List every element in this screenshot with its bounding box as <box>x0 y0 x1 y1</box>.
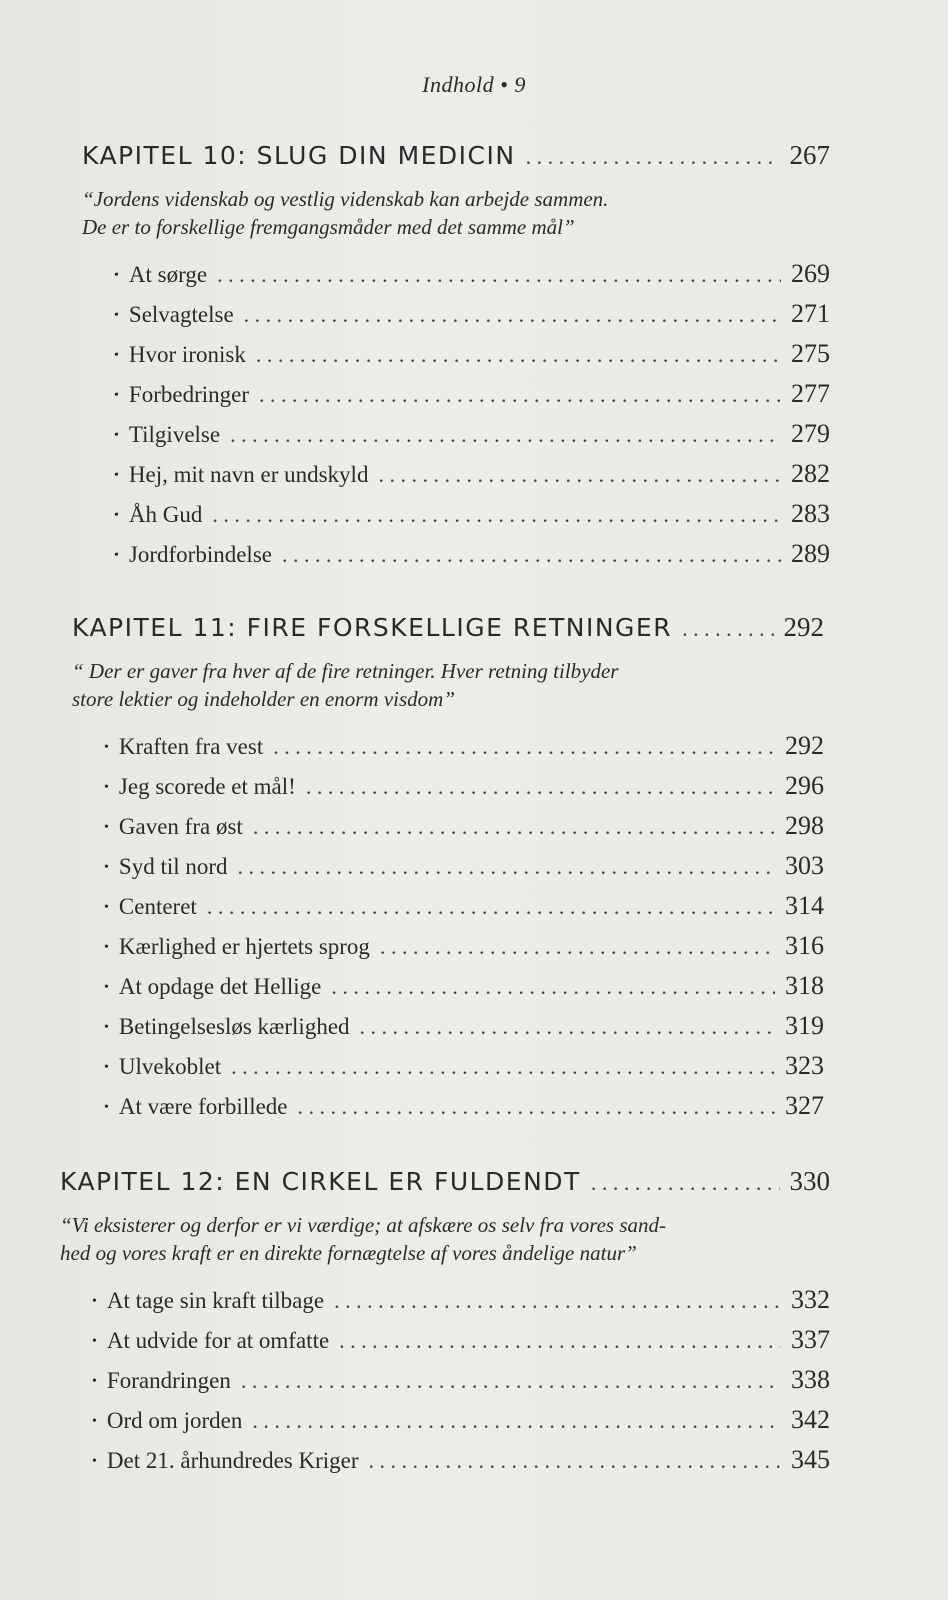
entry-label: Ord om jorden <box>106 1408 243 1433</box>
dot-leader <box>241 1368 781 1394</box>
toc-entry <box>114 379 830 419</box>
chapter-title: KAPITEL 12: EN CIRKEL ER FULDENDT <box>60 1167 581 1196</box>
entry-label: Hej, mit navn er undskyld <box>128 462 369 487</box>
toc-entry <box>92 1445 830 1485</box>
bullet-icon: • <box>104 780 109 795</box>
chapter-page-number: 267 <box>789 140 830 170</box>
dot-leader <box>378 462 781 488</box>
bullet-icon: • <box>114 548 119 563</box>
toc-entry <box>92 1365 830 1405</box>
toc-entry <box>104 731 824 771</box>
epigraph-line: “Jordens videnskab og vestlig videnskab kan arbejde sammen. <box>82 187 609 211</box>
epigraph-line: “Vi eksisterer og derfor er vi værdige; at afskære os selv fra vores sand- <box>60 1213 666 1237</box>
dot-leader <box>380 934 775 960</box>
bullet-icon: • <box>114 508 119 523</box>
entry-page-number: 296 <box>785 771 824 800</box>
entry-page-number: 316 <box>785 931 824 960</box>
dot-leader <box>252 1408 781 1434</box>
bullet-icon: • <box>104 1060 109 1075</box>
entry-page-number: 345 <box>791 1445 830 1474</box>
entry-page-number: 289 <box>791 539 830 568</box>
bullet-icon: • <box>104 860 109 875</box>
bullet-icon: • <box>104 940 109 955</box>
chapter-heading-row <box>72 612 824 643</box>
entry-label: Betingelsesløs kærlighed <box>118 1014 350 1039</box>
toc-entry <box>104 971 824 1011</box>
entry-page-number: 314 <box>785 891 824 920</box>
entry-label: At sørge <box>128 262 208 287</box>
epigraph-line: “ Der er gaver fra hver af de fire retninger. Hver retning tilbyder <box>72 659 619 683</box>
running-head: Indhold • 9 <box>422 72 526 97</box>
entry-page-number: 269 <box>791 259 830 288</box>
entry-label: Åh Gud <box>128 502 203 527</box>
toc-entry <box>104 1051 824 1091</box>
bullet-icon: • <box>114 268 119 283</box>
chapter-epigraph <box>72 657 824 713</box>
entry-page-number: 319 <box>785 1011 824 1040</box>
dot-leader <box>360 1014 775 1040</box>
chapter-epigraph <box>60 1211 830 1267</box>
toc-entry <box>92 1325 830 1365</box>
entry-label: Jeg scorede et mål! <box>118 774 296 799</box>
toc-entry <box>114 339 830 379</box>
entry-page-number: 338 <box>791 1365 830 1394</box>
entry-label: At opdage det Hellige <box>118 974 322 999</box>
chapter-11 <box>72 612 824 1131</box>
toc-entry <box>92 1405 830 1445</box>
entry-label: Tilgivelse <box>128 422 221 447</box>
entry-page-number: 279 <box>791 419 830 448</box>
bullet-icon: • <box>92 1374 97 1389</box>
toc-entry <box>104 931 824 971</box>
entry-page-number: 277 <box>791 379 830 408</box>
chapter-page-number: 330 <box>789 1166 830 1196</box>
chapter-epigraph <box>82 185 830 241</box>
entry-label: Centeret <box>118 894 197 919</box>
chapter-title: KAPITEL 11: FIRE FORSKELLIGE RETNINGER <box>72 613 673 642</box>
entry-page-number: 298 <box>785 811 824 840</box>
entry-page-number: 323 <box>785 1051 824 1080</box>
entry-label: Kraften fra vest <box>118 734 264 759</box>
entry-label: Hvor ironisk <box>128 342 246 367</box>
entry-label: At være forbillede <box>118 1094 288 1119</box>
epigraph-line: De er to forskellige fremgangsmåder med det samme mål” <box>82 215 575 239</box>
entry-page-number: 292 <box>785 731 824 760</box>
toc-entry <box>104 851 824 891</box>
toc-entry <box>104 1091 824 1131</box>
dot-leader <box>230 422 781 448</box>
toc-entry <box>104 1011 824 1051</box>
dot-leader <box>682 616 773 642</box>
dot-leader <box>217 262 781 288</box>
entry-label: Gaven fra øst <box>118 814 243 839</box>
dot-leader <box>591 1170 780 1196</box>
entry-page-number: 282 <box>791 459 830 488</box>
chapter-heading-row <box>60 1166 830 1197</box>
toc-entry <box>114 299 830 339</box>
dot-leader <box>526 144 780 170</box>
dot-leader <box>273 734 775 760</box>
entry-page-number: 271 <box>791 299 830 328</box>
entry-label: Ulvekoblet <box>118 1054 222 1079</box>
chapter-page-number: 292 <box>783 612 824 642</box>
bullet-icon: • <box>114 428 119 443</box>
bullet-icon: • <box>104 980 109 995</box>
entry-label: Det 21. århundredes Kriger <box>106 1448 359 1473</box>
chapter-title: KAPITEL 10: SLUG DIN MEDICIN <box>82 141 516 170</box>
epigraph-line: hed og vores kraft er en direkte fornægtelse af vores åndelige natur” <box>60 1241 637 1265</box>
entry-page-number: 275 <box>791 339 830 368</box>
entry-page-number: 318 <box>785 971 824 1000</box>
toc-entry <box>104 811 824 851</box>
toc-entry <box>114 459 830 499</box>
dot-leader <box>207 894 775 920</box>
dot-leader <box>212 502 781 528</box>
toc-entry <box>114 499 830 539</box>
dot-leader <box>334 1288 781 1314</box>
dot-leader <box>282 542 781 568</box>
toc-entry <box>104 771 824 811</box>
bullet-icon: • <box>104 820 109 835</box>
dot-leader <box>331 974 775 1000</box>
entry-page-number: 342 <box>791 1405 830 1434</box>
entry-page-number: 303 <box>785 851 824 880</box>
bullet-icon: • <box>104 740 109 755</box>
toc-entry <box>104 891 824 931</box>
bullet-icon: • <box>104 1020 109 1035</box>
bullet-icon: • <box>114 308 119 323</box>
entry-label: Selvagtelse <box>128 302 234 327</box>
toc-entry <box>114 419 830 459</box>
dot-leader <box>339 1328 781 1354</box>
chapter-heading-row <box>82 140 830 171</box>
bullet-icon: • <box>114 388 119 403</box>
epigraph-line: store lektier og indeholder en enorm visdom” <box>72 687 455 711</box>
entry-page-number: 337 <box>791 1325 830 1354</box>
entry-page-number: 327 <box>785 1091 824 1120</box>
dot-leader <box>298 1094 775 1120</box>
entry-page-number: 283 <box>791 499 830 528</box>
dot-leader <box>369 1448 781 1474</box>
dot-leader <box>306 774 775 800</box>
chapter-10 <box>82 140 830 579</box>
bullet-icon: • <box>92 1334 97 1349</box>
entry-label: Kærlighed er hjertets sprog <box>118 934 370 959</box>
bullet-icon: • <box>104 900 109 915</box>
chapter-12 <box>60 1166 830 1485</box>
toc-entry <box>92 1285 830 1325</box>
dot-leader <box>259 382 781 408</box>
toc-entry <box>114 259 830 299</box>
entry-label: Forandringen <box>106 1368 231 1393</box>
dot-leader <box>238 854 775 880</box>
bullet-icon: • <box>114 348 119 363</box>
entry-label: Jordforbindelse <box>128 542 272 567</box>
entry-label: Forbedringer <box>128 382 249 407</box>
dot-leader <box>231 1054 775 1080</box>
dot-leader <box>244 302 781 328</box>
entry-label: At tage sin kraft tilbage <box>106 1288 325 1313</box>
entry-label: At udvide for at omfatte <box>106 1328 330 1353</box>
entry-label: Syd til nord <box>118 854 228 879</box>
bullet-icon: • <box>104 1100 109 1115</box>
dot-leader <box>256 342 781 368</box>
bullet-icon: • <box>92 1454 97 1469</box>
bullet-icon: • <box>114 468 119 483</box>
toc-entry <box>114 539 830 579</box>
bullet-icon: • <box>92 1294 97 1309</box>
dot-leader <box>253 814 775 840</box>
entry-page-number: 332 <box>791 1285 830 1314</box>
bullet-icon: • <box>92 1414 97 1429</box>
